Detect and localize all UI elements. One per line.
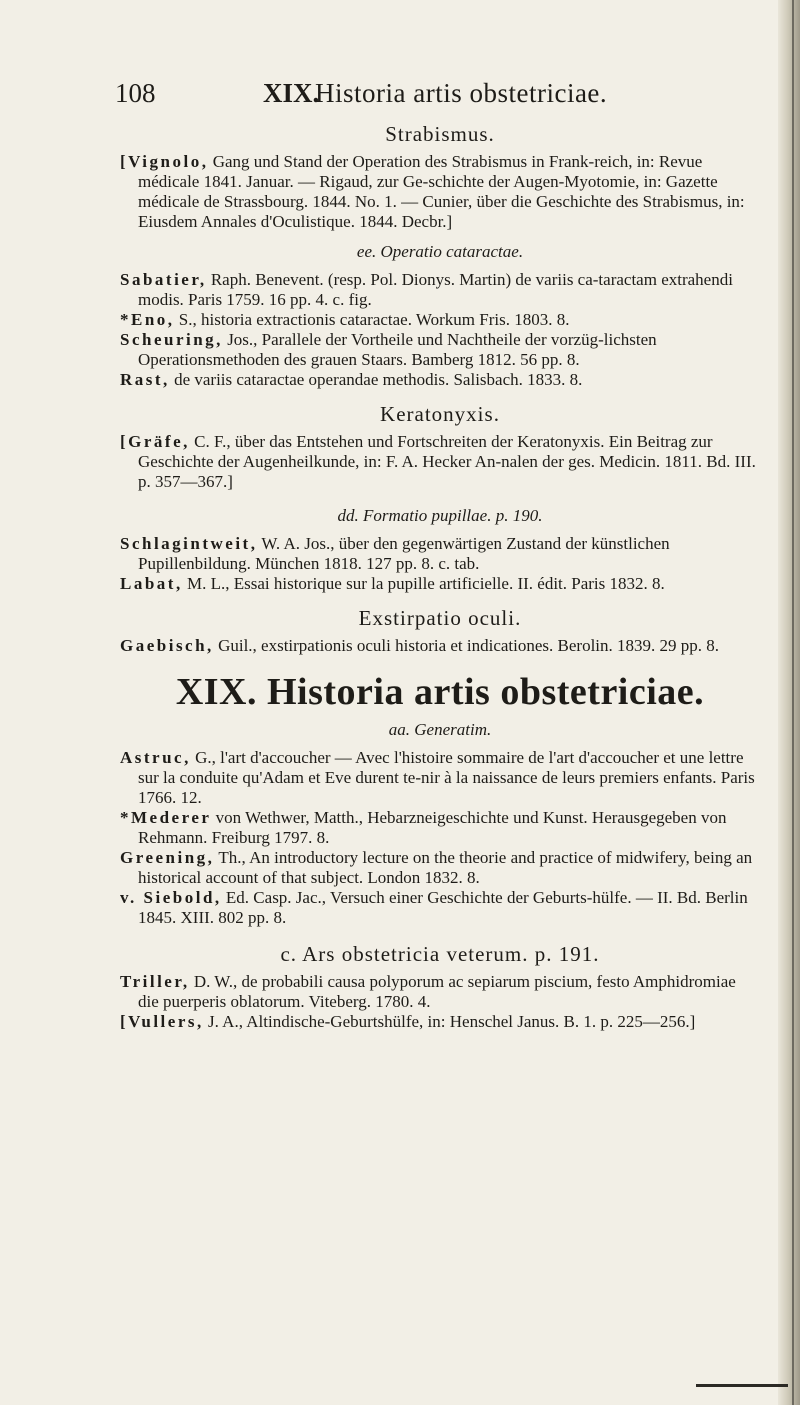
bibliography-entry: [Vullers, J. A., Altindische-Geburtshülfe, in: Henschel Janus. B. 1. p. 225—256.] xyxy=(120,1012,696,1031)
subsection-heading-pupil: dd. Formatio pupillae. p. 190. xyxy=(337,506,543,525)
subsection-heading-cataract: ee. Operatio cataractae. xyxy=(356,242,524,261)
bibliography-entry: Scheuring, Jos., Parallele der Vortheile und Nachtheile der vorzüg-lichsten Operationsmethoden des grauen Staars. Bamberg 1812. 56 pp. 8. xyxy=(120,330,657,369)
bibliography-entry: Greening, Th., An introductory lecture on the theorie and practice of midwifery, being an historical account of that subject. London 1832. 8. xyxy=(120,848,753,887)
section-heading-veterum: c. Ars obstetricia veterum. p. 191. xyxy=(280,942,600,966)
bibliography-entry: Gaebisch, Guil., exstirpationis oculi historia et indicationes. Berolin. 1839. 29 pp. 8. xyxy=(120,636,720,655)
bibliography-entry: *Mederer von Wethwer, Matth., Hebarzneigeschichte und Kunst. Herausgegeben von Rehmann. Freiburg 1797. 8. xyxy=(120,808,727,847)
bibliography-entry: Rast, de variis cataractae operandae methodis. Salisbach. 1833. 8. xyxy=(120,370,583,389)
section-number: XIX. xyxy=(263,78,320,108)
bibliography-entry: Triller, D. W., de probabili causa polyporum ac sepiarum piscium, festo Amphidromiae die puerperis oblatorum. Viteberg. 1780. 4. xyxy=(120,972,736,1011)
running-title: Historia artis obstetriciae. xyxy=(315,78,608,108)
chapter-heading: XIX. Historia artis obstetriciae. xyxy=(175,671,705,713)
section-heading-strabismus: Strabismus. xyxy=(385,122,495,146)
page-edge-shadow xyxy=(778,0,800,1405)
bibliography-entry: Labat, M. L., Essai historique sur la pupille artificielle. II. édit. Paris 1832. 8. xyxy=(120,574,665,593)
bibliography-entry: Schlagintweit, W. A. Jos., über den gegenwärtigen Zustand der künstlichen Pupillenbildung. München 1818. 127 pp. 8. c. tab. xyxy=(120,534,670,573)
section-heading-keratonyxis: Keratonyxis. xyxy=(380,402,500,426)
subsection-heading-generatim: aa. Generatim. xyxy=(388,720,492,739)
section-heading-exstirpatio: Exstirpatio oculi. xyxy=(358,606,522,630)
page-number: 108 xyxy=(115,78,156,108)
running-header xyxy=(115,78,755,114)
binding-edge-line xyxy=(792,0,794,1405)
bibliography-entry: *Eno, S., historia extractionis cataractae. Workum Fris. 1803. 8. xyxy=(120,310,570,329)
page-content xyxy=(120,118,760,1032)
bibliography-entry: [Vignolo, Gang und Stand der Operation des Strabismus in Frank-reich, in: Revue médicale 1841. Januar. — Rigaud, zur Ge-schichte der Augen-Myotomie, in: Gazette médicale de Strassbourg. 1844. No. 1. — Cunier, über die Geschichte des Strabismus, in: Eiusdem Annales d'Oculistique. 1844. Decbr.] xyxy=(120,152,745,231)
bibliography-entry: [Gräfe, C. F., über das Entstehen und Fortschreiten der Keratonyxis. Ein Beitrag zur Geschichte der Augenheilkunde, in: F. A. Hecker An-nalen der ges. Medicin. 1811. Bd. III. p. 357—367.] xyxy=(120,432,756,491)
bibliography-entry: v. Siebold, Ed. Casp. Jac., Versuch einer Geschichte der Geburts-hülfe. — II. Bd. Berlin 1845. XIII. 802 pp. 8. xyxy=(120,888,748,927)
bibliography-entry: Sabatier, Raph. Benevent. (resp. Pol. Dionys. Martin) de variis ca-taractam extrahendi modis. Paris 1759. 16 pp. 4. c. fig. xyxy=(120,270,733,309)
bibliography-entry: Astruc, G., l'art d'accoucher — Avec l'histoire sommaire de l'art d'accoucher et une lettre sur la conduite qu'Adam et Eve durent te-nir à la naissance de leurs premiers enfants. Paris 1766. 12. xyxy=(120,748,755,807)
page-corner-mark xyxy=(696,1384,788,1387)
